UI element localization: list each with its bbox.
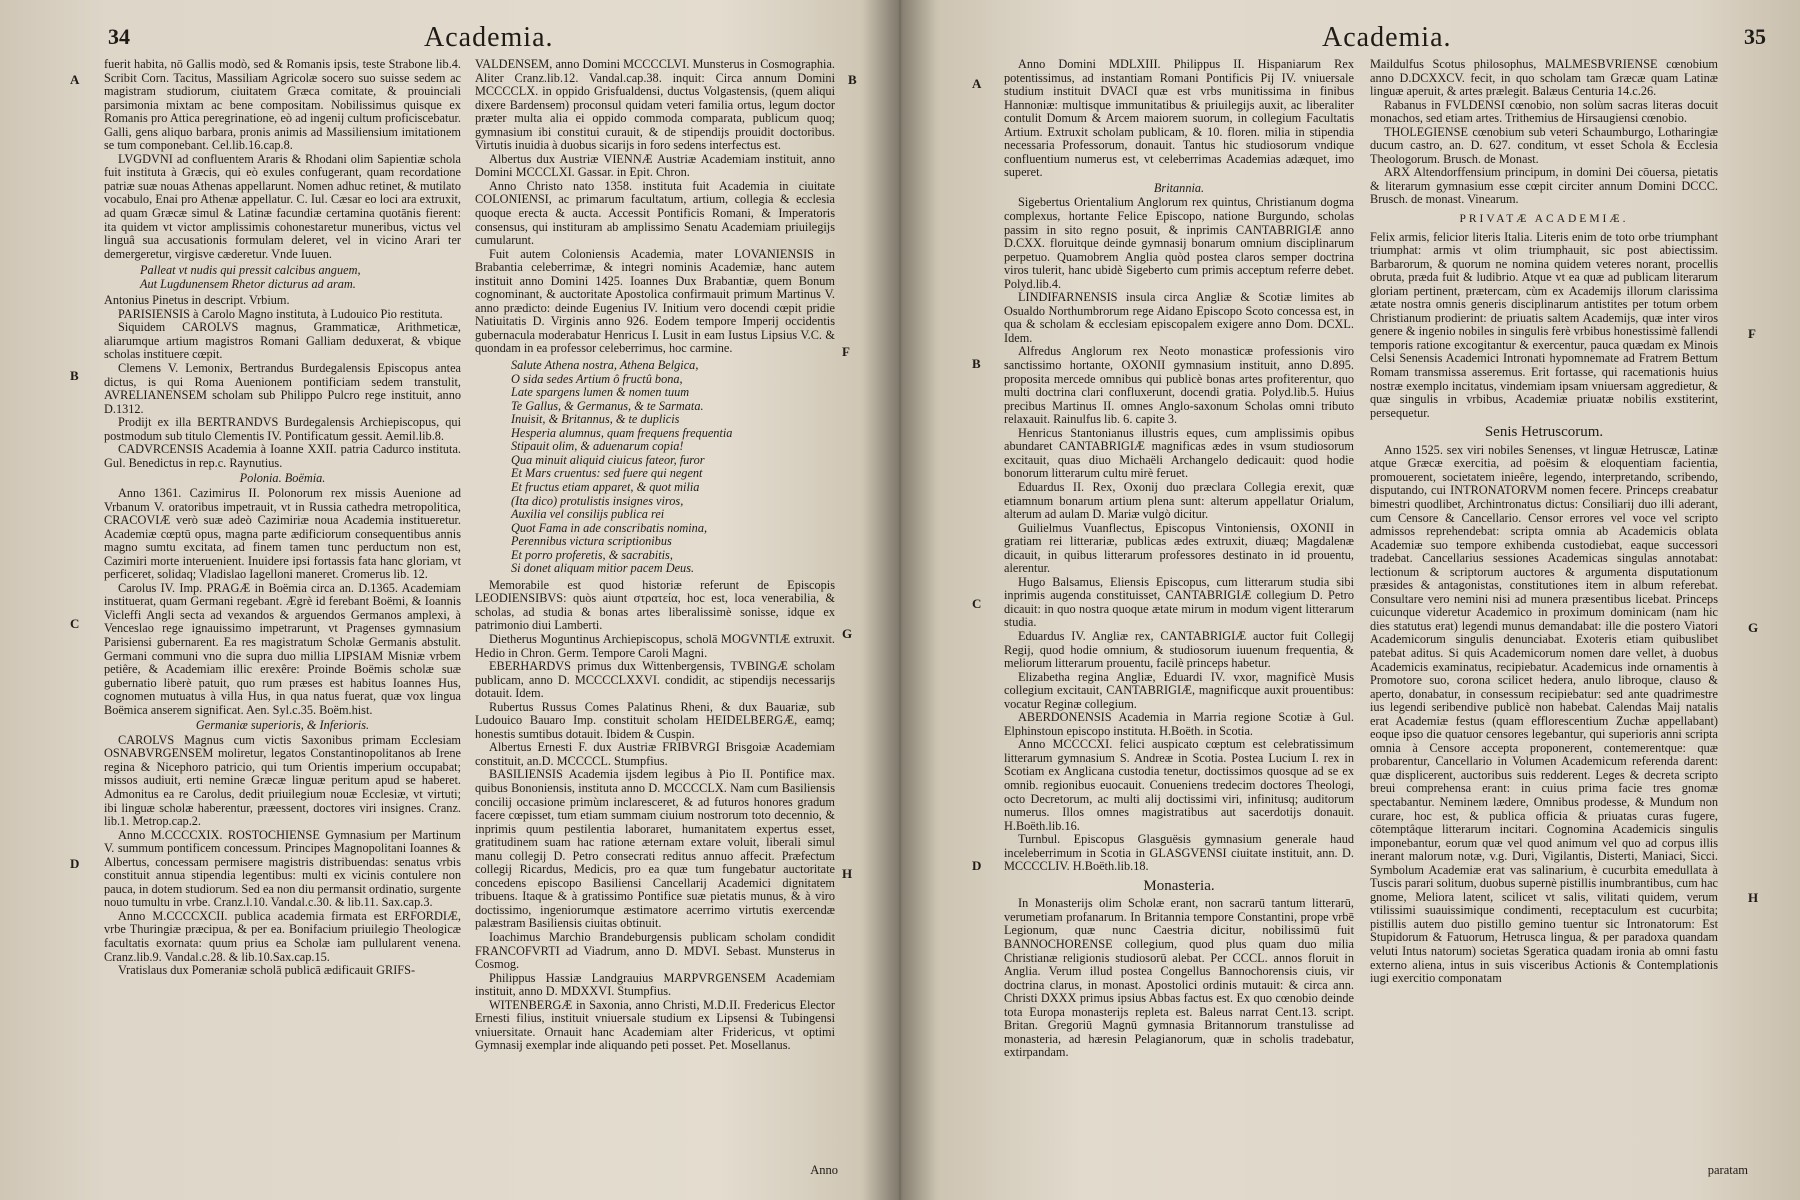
- section-heading: Germaniæ superioris, & Inferioris.: [195, 718, 370, 733]
- left-column-b: [475, 58, 835, 1183]
- section-heading: Senis Hetruscorum.: [1484, 424, 1604, 441]
- paragraph: Dietherus Moguntinus Archiepiscopus, scholā MOGVNTIÆ extruxit. Hedio in Chron. Germ. Tempore Caroli Magni.: [475, 631, 835, 660]
- paragraph: Clemens V. Lemonix, Bertrandus Burdegalensis Episcopus antea dictus, is qui Roma Auenionem pontificiam sedem transtulit, AVRELIANENSEM scholam sub Philippo Pulcro rege instituit, anno D.1312.: [104, 361, 461, 416]
- verse-line: Inuisit, & Britannus, & te duplicis: [511, 412, 680, 427]
- left-inner-letter-h: H: [842, 866, 853, 881]
- paragraph: LINDIFARNENSIS insula circa Angliæ & Scotiæ limites ab Osualdo Northumbrorum rege Aidano Episcopo Scoto concessa est, in qua & scholam & ecclesiam episcopalem exigere anno Dom. DCXL. Idem.: [1004, 290, 1354, 345]
- left-page-header: [0, 18, 890, 62]
- paragraph: fuerit habita, nō Gallis modò, sed & Romanis ipsis, teste Strabone lib.4. Scribit Corn. Tacitus, Massiliam Agricolæ socero suo suisse sedem ac magistram studiorum, ciuitatem Græca comitate, & prouinciali parsimonia mixtam ac bene compositam. Nobilissimus quisque ex Romanis pro Attica peregrinatione, eò ad ingenij cultum proficiscebatur. Galli, gens aliquo barbara, pronis animis ad Massiliensium imitationem se tum componebant. Cel.lib.16.cap.8.: [104, 58, 461, 153]
- verse-line: Hesperia alumnus, quam frequens frequentia: [511, 425, 733, 440]
- left-margin-letter-a: A: [70, 72, 80, 87]
- left-page: [0, 0, 890, 1200]
- paragraph: Rubertus Russus Comes Palatinus Rheni, & dux Bauariæ, sub Ludouico Bauaro Imp. constituit scholam HEIDELBERGÆ, eamq; honestis sumtibus dotauit. Ibidem & Cuspin.: [475, 699, 835, 741]
- left-inner-letter-b: B: [848, 72, 857, 87]
- paragraph: Antonius Pinetus in descript. Vrbium.: [104, 293, 290, 308]
- verse-line: Perennibus victura scriptionibus: [511, 534, 672, 549]
- verse-line: Et porro proferetis, & sacrabitis,: [511, 547, 673, 562]
- verse-line: Palleat vt nudis qui pressit calcibus anguem,: [140, 263, 361, 278]
- verse-line: Qua minuit aliquid ciuicus fateor, furor: [511, 452, 705, 467]
- verse-block: [140, 264, 461, 291]
- paragraph: Sigebertus Orientalium Anglorum rex quintus, Christianum dogma complexus, hortante Felice Episcopo, natione Burgundo, scholas passim in sito regno posuit, & inprimis CANTABRIGIÆ anno D.CXX. floruitque deinde gymnasij bonarum omnium disciplinarum perpetuo. Quamobrem Anglia quòd postea claros semper doctrina viros tulerit, hanc ubidè Sigeberto cum primis acceptum referre debet. Polyd.lib.4.: [1004, 195, 1354, 291]
- section-heading: Polonia. Boëmia.: [239, 471, 326, 486]
- verse-line: Stipauit olim, & aduenarum copia!: [511, 439, 684, 454]
- paragraph: Anno M.CCCCXIX. ROSTOCHIENSE Gymnasium per Martinum V. summum pontificem concessum. Principes Magnopolitani Ioannes & Albertus, concessam permisere magistris distribuendas: senatus vrbis constituit annua stipendia legentibus: multi ex vicinis contulere non pauca, in dotem studiorum. Sed ea non diu permansit ordinatio, surgente nouo tumultu in vrbe. Cranz.l.10. Vandal.c.30. & lib.11. Sax.cap.3.: [104, 827, 461, 910]
- paragraph: Memorabile est quod historiæ referunt de Episcopis LEODIENSIBVS: quòs aiunt στρατεία, hoc est, loca venerabilia, & scholas, ad studia & bonas artes liberalissimè sonisse, idque ex patrimonio diui Lamberti.: [475, 577, 835, 633]
- right-margin-letter-b: B: [972, 356, 981, 371]
- verse-line: Salute Athena nostra, Athena Belgica,: [511, 358, 699, 373]
- left-margin-letter-b: B: [70, 368, 79, 383]
- section-heading: Monasteria.: [1143, 877, 1215, 894]
- paragraph: Siquidem CAROLVS magnus, Grammaticæ, Arithmeticæ, aliarumque artium magistros Romani Galliam deduxerat, & vbique scholas instituere cœpit.: [104, 320, 461, 362]
- right-column-a: [1004, 58, 1354, 1183]
- paragraph: Anno M.CCCCXCII. publica academia firmata est ERFORDIÆ, vrbe Thuringiæ præcipua, & per ea. Bonifacium priuilegio Theologicæ facultatis exornata: quum prius ea Scholæ iam pullularent venena. Cranz.lib.9. Vandal.c.28. & lib.10.Sax.cap.15.: [104, 908, 461, 964]
- left-inner-letter-f: F: [842, 344, 850, 359]
- right-margin-letter-f: F: [1748, 326, 1756, 341]
- paragraph: Rabanus in FVLDENSI cœnobio, non solùm sacras literas docuit monachos, sed etiam artes. Trithemius de Hirsaugiensi cœnobio.: [1370, 97, 1718, 126]
- section-heading: Britannia.: [1153, 180, 1205, 195]
- paragraph: Elizabetha regina Angliæ, Eduardi IV. vxor, magnificè Musis collegium excitauit, CANTABRIGIÆ, magnificque auxit prouentibus: vocatur Reginæ collegium.: [1004, 669, 1354, 711]
- verse-line: O sida sedes Artium ô fructû bona,: [511, 371, 683, 386]
- paragraph: Anno Domini MDLXIII. Philippus II. Hispaniarum Rex potentissimus, ad instantiam Romani Pontificis Pij IV. vniuersale studium instituit DVACI quæ est vrbs munitissima in finibus Hannoniæ: multisque immunitatibus & priuilegijs auxit, ac liberaliter contulit Domum & Arcem maiorem suorum, in collegium Facultatis Artium. Extruxit scholam publicam, & 10. floren. milia in stipendia necessaria Professorum, donauit. Tantus hic studiosorum vndique confluentium numerus est, vt celeberrimas Academias adæquet, imo superet.: [1004, 58, 1354, 180]
- paragraph: VALDENSEM, anno Domini MCCCCLVI. Munsterus in Cosmographia. Aliter Cranz.lib.12. Vandal.cap.38. inquit: Circa annum Domini MCCCCLX. in oppido Grisfualdensi, ductus Volgastensis, (quem aliqui dixere Bardensem) proconsul quidam veteri familia ortus, legum doctor præter multa alia ei oppido commoda comparata, publicum quoq; gymnasium ibi constitui curauit, & de stipendijs prouidit doctoribus. Virtutis inuidia à duobus sicarijs in foro sedens interfectus est.: [475, 58, 835, 153]
- paragraph: BASILIENSIS Academia ijsdem legibus à Pio II. Pontifice max. quibus Bononiensis, instituta anno D. MCCCCLX. Nam cum Basiliensis concilij occasione primùm inclaresceret, & ad futuros honores gradum facere cœpisset, tum etiam summam ciuium nostrorum toto decennio, & inprimis quum pestilentia laboraret, humanitatem expertus esset, gratitudinem suam hac ratione æternam extare voluit, liberali simul manu collegij D. Petro consecrati reditus annuo affecit. Præfectum collegij Ricardus, Medicis, pro ea quæ tum fungebatur auctoritate concedens episcopo Basiliensi Cancellarij Academici dignitatem tribuens. Itaque & à gratissimo Pontifice suæ pietatis munus, & à viro doctissimo, ingeniorumque æstimatore acerrimo virtutis exercendæ palæstram Basiliensis ciuitas obtinuit.: [475, 767, 835, 931]
- paragraph: Anno Christo nato 1358. instituta fuit Academia in ciuitate COLONIENSI, ac primarum facultatum, artium, collegia & ecclesia quoque erecta & aucta. Accessit Pontificis Romani, & Imperatoris consensus, qui instituram ab amplissimo Senatu Academiam priuilegijs cumularunt.: [475, 178, 835, 248]
- paragraph: Eduardus IV. Angliæ rex, CANTABRIGIÆ auctor fuit Collegij Regij, quod hodie omnium, & studiosorum iuuenum frequentia, & meliorum litterarum prouentu, facilè princeps habetur.: [1004, 628, 1354, 671]
- right-margin-letter-d: D: [972, 858, 982, 873]
- verse-line: Aut Lugdunensem Rhetor dicturus ad aram.: [140, 276, 356, 291]
- paragraph: EBERHARDVS primus dux Wittenbergensis, TVBINGÆ scholam publicam, anno D. MCCCCLXXVI. condidit, ac stipendijs necessarijs dotauit. Idem.: [475, 659, 835, 701]
- paragraph: Fuit autem Coloniensis Academia, mater LOVANIENSIS in Brabantia celeberrimæ, & integri nominis Academiæ, hanc autem instituit anno Domini 1425. Ioannes Dux Brabantiæ, quem Bonum cognominant, & auctoritate Apostolica confirmauit primum Martinus V. anno prædicto: deinde Eugenius IV. Initium vero docendi cœpit pridie Natiuitatis D. Virginis anno 926. Eodem tempore Imperij occidentis gubernacula moderabatur Henricus I. Lusit in eam Iustus Lipsius V.C. & quondam in ea professor celeberrimus, hoc carmine.: [475, 246, 835, 356]
- paragraph: Turnbul. Episcopus Glasguësis gymnasium generale haud inceleberrimum in Scotia in GLASGVENSI ciuitate instituit, ann. D. MCCCCLIV. H.Boëth.lib.18.: [1004, 832, 1354, 874]
- paragraph: Anno MCCCCXI. felici auspicato cœptum est celebratissimum litterarum gymnasium S. Andreæ in Scotia. Postea Lucium I. rex in Scotiam ex Anglicana custodia tenetur, doctissimos quosque ad se ex omnib. regionibus euocauit. Conueniens tredecim doctores Theologi, octo Decretorum, ac multi alij doctissimi viri, infinitusq; auditorum numerus. Illos omnes magistratibus aut sacerdotijs donauit. H.Boëth.lib.16.: [1004, 737, 1354, 833]
- left-column-a: [104, 58, 461, 1183]
- paragraph: Felix armis, felicior literis Italia. Literis enim de toto orbe triumphant triumphat: armis vt olim triumphauit, sic post abiectissim. Barbarorum, & quorum ne nomina quidem veteres norant, procellis obruta, præda fuit & ludibrio. Atque vt ea quæ ad publicam literarum gloriam pertinent, prætercam, cùm ex Academijs illorum clarissima ætate nostra omnis generis disciplinarum antistites per totum orbem Christianum prodierint: de priuatis saltem Academijs, quæ inter viros genere & ingenio nobiles in singulis ferè vrbibus honestissimè fallendi temporis ratione excogitantur & exercentur, pauca quædam ex Minois Celsi Senensis Academici Intronati hypomnemate ad Fratrem Bettum Romam transmissa asseremus. Erit fortasse, qui racemationis huius nostræ exemplo incitatus, vindemiam ipsam vniuersam aggredietur, & quæ singulis in vrbibus, Academiæ priuatæ nobilis exstiterint, persequetur.: [1370, 229, 1718, 420]
- right-margin-letter-h: H: [1748, 890, 1759, 905]
- paragraph: In Monasterijs olim Scholæ erant, non sacrarū tantum litterarū, verumetiam profanarum. In Britannia tempore Constantini, prope vrbē Legionum, quæ nunc Caestria dicitur, nobilissimū fuit BANNOCHORENSE collegium, quod plus quam duo milia Christianæ religionis studiosorū alebat. Per CCCL. annos floruit in Anglia. Verum illud postea Congellus Bannochorensis ciuis, vir doctrina clarus, in monast. Apostolici ordinis mutauit: & circa ann. Christi DXXX primus ipsius Abbas factus est. Ex quo cœnobio deinde tota Europa monasterijs repleta est. Baleus narrat Cent.13. script. Britan. Gregoriū Magnū gymnasia Britannorum transtulisse ad monasteria, ad hæresin Pelagianorum, quæ in scholis tradebatur, extirpandam.: [1004, 896, 1354, 1060]
- left-margin-letter-d: D: [70, 856, 80, 871]
- paragraph: Vratislaus dux Pomeraniæ scholā publicā ædificauit GRIFS-: [118, 963, 416, 978]
- paragraph: ARX Altendorffensium principum, in domini Dei cōuersa, pietatis & literarum gymnasium esse cœpit circiter annum Domini DCCC. Brusch. de monast. Vinearum.: [1370, 165, 1718, 207]
- paragraph: CAROLVS Magnus cum victis Saxonibus primam Ecclesiam OSNABVRGENSEM moliretur, legatos Constantinopolitanos ab Irene regina & Nicephoro patricio, qui tum Orientis imperium occupabat; missos audiuit, erti nemine Græcæ linguæ peritum apud se haberet. Admonitus ea re Carolus, dedit priuilegium nouæ Ecclesiæ, vt virtuti; ibi linguæ scholæ haberentur, præessent, doctores viri insignes. Cranz. lib.1. Metrop.cap.2.: [104, 732, 461, 829]
- right-running-title: Academia.: [1322, 22, 1452, 53]
- paragraph: THOLEGIENSE cœnobium sub veteri Schaumburgo, Lotharingiæ ducum castro, an. D. 627. conditum, vt esset Schola & Ecclesia Theologorum. Brusch. de Monast.: [1370, 124, 1718, 166]
- verse-line: Auxilia vel consilijs publica rei: [511, 507, 665, 522]
- paragraph: WITENBERGÆ in Saxonia, anno Christi, M.D.II. Fredericus Elector Ernesti filius, instituit vniuersale studium ex Lipsensi & Tubingensi vniuersitate. Ornauit hanc Academiam alter Fridericus, vt optimi Gymnasij exemplar inde aliquando peti posset. Pet. Mosellanus.: [475, 997, 835, 1053]
- paragraph: PARISIENSIS à Carolo Magno instituta, à Ludouico Pio restituta.: [118, 306, 443, 321]
- paragraph: Henricus Stantonianus illustris eques, cum amplissimis opibus abundaret CANTABRIGIÆ magnificas ædes in vsum studiosorum excitauit, quas diuo Michaëli Archangelo dedicauit: quod hodie bonorum litterarum cultu mirè feruet.: [1004, 425, 1354, 481]
- paragraph: Prodijt ex illa BERTRANDVS Burdegalensis Archiepiscopus, qui postmodum sub titulo Clementis IV. Pontificatum gessit. Aemil.lib.8.: [104, 415, 461, 443]
- paragraph: Anno 1361. Cazimirus II. Polonorum rex missis Auenione ad Vrbanum V. oratoribus impetrauit, vt in Russia cathedra metropolitica, CRACOVIÆ verò suæ adeò Cazimiriæ noua Academia institueretur. Academiæ cœptū opus, magna parte ædificiorum consequentibus annis magno sumtu excitata, ad finem tamen tunc perductum non est, Cazimiri morte interuenient. Inuidere ipsi fortassis fata hanc gloriam, vt perficeret, solidaq; Vladislao Iagelloni maneret. Cromerus lib. 12.: [104, 485, 461, 582]
- paragraph: Eduardus II. Rex, Oxonij duo præclara Collegia erexit, quæ etiamnum bonarum artium plena sunt: alterum appellatur Orialum, alterum ad aulam D. Mariæ vulgò dicitur.: [1004, 479, 1354, 522]
- right-page-number: 35: [1744, 24, 1766, 49]
- right-catchword: paratam: [1707, 1163, 1748, 1177]
- paragraph: Hugo Balsamus, Eliensis Episcopus, cum litterarum studia sibi inprimis augenda constituisset, CANTABRIGIÆ collegium D. Petro dicauit: in quo nostra quoque ætate mirum in modum vigent litterarum studia.: [1004, 574, 1354, 630]
- left-inner-letter-g: G: [842, 626, 853, 641]
- verse-line: (Ita dico) protulistis insignes viros,: [511, 493, 684, 508]
- right-margin-letter-a: A: [972, 76, 982, 91]
- left-catchword: Anno: [810, 1163, 838, 1177]
- paragraph: Philippus Hassiæ Landgrauius MARPVRGENSEM Academiam instituit, anno D. MDXXVI. Stumpfius.: [475, 970, 835, 999]
- paragraph: Alfredus Anglorum rex Neoto monasticæ professionis viro sanctissimo hortante, OXONII gymnasium instituit, anno D.895. proposita mercede omnibus qui publicè bonas artes profiterentur, quo multi doctrina clari confluxerunt, docendi gratia. Polyd.lib.5. Huius precibus Martinus II. omnes Anglo-saxonum Scholas omni tributo relaxauit. Rainulfus lib. 6. capite 3.: [1004, 344, 1354, 427]
- paragraph: Guilielmus Vuanflectus, Episcopus Vintoniensis, OXONII in gratiam rei litterariæ, publicas ædes extruxit, diuæq; Magdalenæ dicauit, in quibus litterarum professores destinato in id prouentu, alerentur.: [1004, 520, 1354, 576]
- right-page: [900, 0, 1800, 1200]
- section-heading: PRIVATÆ ACADEMIÆ.: [1459, 213, 1629, 226]
- verse-line: Si donet aliquam mitior pacem Deus.: [511, 561, 695, 576]
- right-margin-letter-c: C: [972, 596, 982, 611]
- left-page-number: 34: [108, 24, 130, 49]
- paragraph: Carolus IV. Imp. PRAGÆ in Boëmia circa an. D.1365. Academiam instituerat, quam Germani regebant. Ægrè id ferebant Boëmi, & Ioannis Vicleffi Angli secta ad vexandos & arguendos Germanos amplexi, à Venceslao rege ignauissimo impetrarunt, vt Pragenses gymnasium Parisiensi gubernarent. Ea res magistratum Scholæ Germanis abstulit. Germani communi vno die supra duo millia LIPSIAM Misniæ vrbem petiêre, & Academiam illic erexêre: Proinde Boëmis scholæ suæ gubernatio liberè patuit, quo rum præses est habitus Ioannes Hus, cognomen mutuatus à villa Hus, in qua natus fuerat, quæ vox lingua Boëmica anserem significat. Aen. Syl.c.35. Boëm.hist.: [104, 580, 461, 717]
- verse-block: [511, 359, 835, 576]
- right-page-header: [900, 18, 1800, 62]
- left-margin-letter-c: C: [70, 616, 80, 631]
- verse-line: Et Mars cruentus: sed fuere qui negent: [511, 466, 703, 481]
- paragraph: ABERDONENSIS Academia in Marria regione Scotiæ à Gul. Elphinstoun episcopo instituta. H.Boëth. in Scotia.: [1004, 710, 1354, 738]
- left-running-title: Academia.: [424, 22, 554, 53]
- verse-line: Late spargens lumen & nomen tuum: [511, 385, 690, 400]
- paragraph: LVGDVNI ad confluentem Araris & Rhodani olim Sapientiæ schola fuit instituta à Græcis, qui eò exules confugerant, quam recordatione patriæ suæ nouas Athenas appellarunt. Nomen adhuc retinet, & mutilato vocabulo, Enai pro Athenæ appellatur. C. Iul. Cæsar eo loci ara extruxit, ad quam Græcæ simul & Latinæ facundiæ certamina quotānis fierent: ita quidem vt victor amplissimis cohonestaretur muneribus, victus vel linguâ sua accusationis formulam deleret, vel in vicino Arari ter demergeretur, virgisve cæderetur. Vnde Iuuen.: [104, 151, 461, 261]
- verse-line: Te Gallus, & Germanus, & te Sarmata.: [511, 398, 704, 413]
- right-column-b: [1370, 58, 1718, 1183]
- verse-line: Quot Fama in ade conscribatis nomina,: [511, 520, 708, 535]
- paragraph: Maildulfus Scotus philosophus, MALMESBVRIENSE cœnobium anno D.DCXXCV. fecit, in quo scholam tam Græcæ quam Latinæ linguæ aperuit, & artes prælegit. Balæus Centuria 14.c.26.: [1370, 58, 1718, 99]
- paragraph: Albertus Ernesti F. dux Austriæ FRIBVRGI Brisgoiæ Academiam constituit, an.D. MCCCCL. Stumpfius.: [475, 740, 835, 768]
- paragraph: Anno 1525. sex viri nobiles Senenses, vt linguæ Hetruscæ, Latinæ atque Græcæ exercitia, ad poësim & eloquentiam facientia, promouerent, societatem inieêre, legendo, interpretando, scribendo, disputando, cui INTRONATORVM nomen fecere. Princeps creabatur bimestri quodlibet, Archintronatus dictus: Consiliarij duo illi aderant, cum Censore & Cancellario. Censor errores vel voce vel scripto admissos reprehendebat: scripta omnia ab Academicis oblata Academiæ suo tempore exhibenda custodiebat, eaque successori tradebat. Cancellarius sessiones Academicas singulas annotabat: lectionum & scriptorum auctores & argumenta disputationum præsides & antagonistas, constitutiones item in album referebat. Consultare vero nemini nisi ad munera præsentibus licebat. Princeps cuicunque videretur Academico in proximum dominicam (nam hic dies statutus erat) legendi munus demandabat: ille die postero Viatori Academicorum singulis denunciabat. Exoteris etiam quibuslibet patebat aditus. Si quis Academicorum nomen dare vellet, à duobus Academicis examinatus, recipiebatur. Academicus inde ornamentis à Promotore suo, corona scilicet hedera, anulo libroque, clauso & aperto, donabatur, in consessum recipiebatur: sed ante quadrimestre ius legendi seribendive publicè non habebat. Calendas Maij natalis erat Academiæ festus (quam efflorescentium Zuchæ appellabant) eoque ipso die quatuor censores legebantur, qui superioris anni scripta omnia à Censore accepta proponerent, contemerentque: quæ probarentur, Cancellario in Volumen Academicum referenda darent: quæ displicerent, auctoribus suis redderent. Leges & decreta scripto breui comprehensa erant: in cuius prima facie tres gnomæ spectabantur. Neminem lædere, Omnibus prodesse, & Mundum non curare, hoc est, & publica officia & priuatas curas fugere, cōtemptâque litterarum incitari. Cognomina Academicis singulis imponebantur, eorum quæ vel quod animum vel quo ad corpus illis inerant malorum notæ, v.g. Duri, Vigilantis, Disterti, Maniaci, Sicci. Symbolum Academiæ erat vas salinarium, è cucurbita emedullata à Tuscis parari solitum, duobus supernè pistillis inumbrantibus, cum hac gnome, Meliora latent, scilicet vt salis, vilitati quidem, verum vtilissimi suauissimique condimenti, receptaculum est cucurbita; pistillis autem duo pistillo gemino tuentur sic Intronatorum: Est Stupidorum & Fatuorum, Hetrusca lingua, & per paradoxa quandam veluti Intus natorum) societas Sgeratica quadam ironia ab omni fastu externo aliena, intus in suis visceribus Actionis & Contemplationis iugi exercitio componatam: [1370, 442, 1718, 986]
- right-margin-letter-g: G: [1748, 620, 1759, 635]
- paragraph: CADVRCENSIS Academia à Ioanne XXII. patria Cadurco instituta. Gul. Benedictus in rep.c. Raynutius.: [104, 442, 461, 470]
- paragraph: Ioachimus Marchio Brandeburgensis publicam scholam condidit FRANCOFVRTI ad Viadrum, anno D. MDVI. Sebast. Munsterus in Cosmog.: [475, 930, 835, 972]
- verse-line: Et fructus etiam apparet, & quot milia: [511, 479, 700, 494]
- paragraph: Albertus dux Austriæ VIENNÆ Austriæ Academiam instituit, anno Domini MCCCLXI. Gassar. in Epit. Chron.: [475, 151, 835, 180]
